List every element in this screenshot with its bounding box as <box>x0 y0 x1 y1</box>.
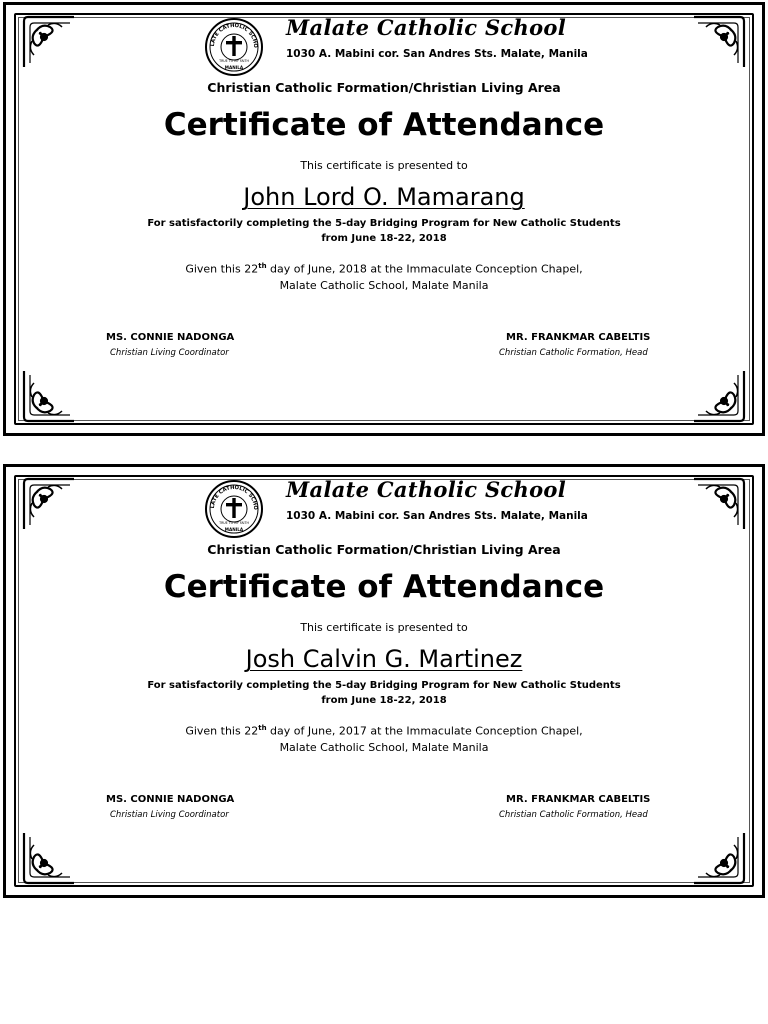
corner-ornament-icon <box>688 365 750 427</box>
svg-text:MALATE CATHOLIC SCHOOL: LATE CATHOLIC SCHO <box>209 484 259 511</box>
completion-line: For satisfactorily completing the 5-day Bridging Program for New Catholic Students <box>147 218 621 229</box>
school-address: 1030 A. Mabini cor. San Andres Sts. Malate, Manila <box>286 48 588 60</box>
date-range: from June 18-22, 2018 <box>321 695 447 706</box>
corner-ornament-icon <box>18 365 80 427</box>
given-rest: day of June, 2017 at the Immaculate Conception Chapel, <box>266 724 583 738</box>
completion-line: For satisfactorily completing the 5-day Bridging Program for New Catholic Students <box>147 680 621 691</box>
school-seal-icon <box>204 17 264 77</box>
corner-ornament-icon <box>18 827 80 889</box>
date-range: from June 18-22, 2018 <box>321 233 447 244</box>
certificate-title: Certificate of Attendance <box>163 569 605 605</box>
given-statement <box>6 724 762 738</box>
given-rest: day of June, 2018 at the Immaculate Conception Chapel, <box>266 262 583 276</box>
presented-to-text: This certificate is presented to <box>300 621 468 634</box>
svg-text:MANILA: MANILA <box>224 65 244 70</box>
formation-area: Christian Catholic Formation/Christian Living Area <box>207 80 561 95</box>
recipient-name-wrap <box>6 183 762 211</box>
given-prefix: Given this 22 <box>185 724 259 738</box>
recipient-name: John Lord O. Mamarang <box>243 183 525 211</box>
svg-text:MALATE CATHOLIC SCHOOL: LATE CATHOLIC SCHO <box>209 22 259 49</box>
signatory-left-title: Christian Living Coordinator <box>110 810 229 820</box>
school-seal-icon <box>204 479 264 539</box>
ordinal-suffix: th <box>258 262 267 270</box>
certificate-2 <box>3 464 765 898</box>
signatory-left-title: Christian Living Coordinator <box>110 348 229 358</box>
presented-to-text: This certificate is presented to <box>300 159 468 172</box>
svg-text:TRUE TO MY FAITH: TRUE TO MY FAITH <box>219 521 249 525</box>
given-prefix: Given this 22 <box>185 262 259 276</box>
recipient-name: Josh Calvin G. Martinez <box>245 645 523 673</box>
ordinal-suffix: th <box>258 724 267 732</box>
signatory-left-name: MS. CONNIE NADONGA <box>106 332 235 343</box>
school-name: Malate Catholic School <box>286 477 566 502</box>
corner-ornament-icon <box>18 11 80 73</box>
signatory-right-name: MR. FRANKMAR CABELTIS <box>506 794 651 805</box>
certificate-title: Certificate of Attendance <box>163 107 605 143</box>
signatory-right-title: Christian Catholic Formation, Head <box>499 348 648 358</box>
corner-ornament-icon <box>688 827 750 889</box>
svg-text:TRUE TO MY FAITH: TRUE TO MY FAITH <box>219 59 249 63</box>
corner-ornament-icon <box>688 11 750 73</box>
school-address: 1030 A. Mabini cor. San Andres Sts. Malate, Manila <box>286 510 588 522</box>
formation-area: Christian Catholic Formation/Christian Living Area <box>207 542 561 557</box>
given-statement <box>6 262 762 276</box>
signatory-right-title: Christian Catholic Formation, Head <box>499 810 648 820</box>
certificate-1 <box>3 2 765 436</box>
signatory-right-name: MR. FRANKMAR CABELTIS <box>506 332 651 343</box>
recipient-name-wrap <box>6 645 762 673</box>
corner-ornament-icon <box>18 473 80 535</box>
given-place: Malate Catholic School, Malate Manila <box>279 741 489 754</box>
given-place: Malate Catholic School, Malate Manila <box>279 279 489 292</box>
school-name: Malate Catholic School <box>286 15 566 40</box>
signatory-left-name: MS. CONNIE NADONGA <box>106 794 235 805</box>
corner-ornament-icon <box>688 473 750 535</box>
svg-text:MANILA: MANILA <box>224 527 244 532</box>
